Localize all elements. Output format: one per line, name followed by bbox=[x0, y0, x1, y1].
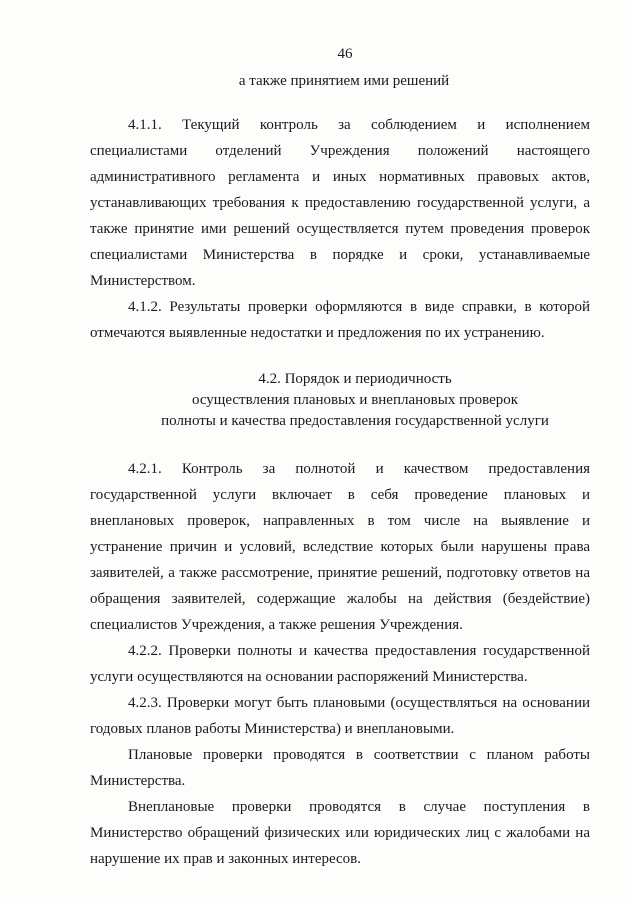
paragraph-4-2-2: 4.2.2. Проверки полноты и качества предоставления государственной услуги осуществляются на основании распоряжений Министерства. bbox=[90, 643, 590, 685]
spacer bbox=[90, 94, 590, 112]
section-heading-line: полноты и качества предоставления государственной услуги bbox=[161, 413, 549, 429]
paragraph-4-1-1: 4.1.1. Текущий контроль за соблюдением и исполнением специалистами отделений Учреждения положений настоящего административного регламента и иных нормативных правовых актов, устанавливающих требования к предоставлению государственной услуги, а также принятие ими решений осуществляется путем проведения проверок специалистами Министерства в порядке и сроки, устанавливаемые Министерством. bbox=[90, 117, 590, 289]
document-body bbox=[90, 68, 590, 872]
paragraph-4-1-2: 4.1.2. Результаты проверки оформляются в виде справки, в которой отмечаются выявленные недостатки и предложения по их устранению. bbox=[90, 299, 590, 341]
paragraph-4-2-1: 4.2.1. Контроль за полнотой и качеством предоставления государственной услуги включает в себя проведение плановых и внеплановых проверок, направленных в том числе на выявление и устранение причин и условий, вследствие которых были нарушены права заявителей, а также рассмотрение, принятие решений, подготовку ответов на обращения заявителей, содержащие жалобы на действия (бездействие) специалистов Учреждения, а также решения Учреждения. bbox=[90, 461, 590, 633]
section-heading-line: 4.2. Порядок и периодичность bbox=[258, 371, 452, 387]
section-heading-line: осуществления плановых и внеплановых проверок bbox=[191, 392, 519, 408]
paragraph-4-2-3: 4.2.3. Проверки могут быть плановыми (осуществляться на основании годовых планов работы Министерства) и внеплановыми. bbox=[90, 695, 590, 737]
paragraph-planned-checks: Плановые проверки проводятся в соответствии с планом работы Министерства. bbox=[90, 747, 590, 789]
page-number: 46 bbox=[337, 46, 353, 62]
paragraph-unplanned-checks: Внеплановые проверки проводятся в случае поступления в Министерство обращений физических или юридических лиц с жалобами на нарушение их прав и законных интересов. bbox=[90, 799, 590, 867]
section-heading-4-2 bbox=[90, 369, 590, 432]
heading-continuation: а также принятием ими решений bbox=[238, 73, 450, 89]
